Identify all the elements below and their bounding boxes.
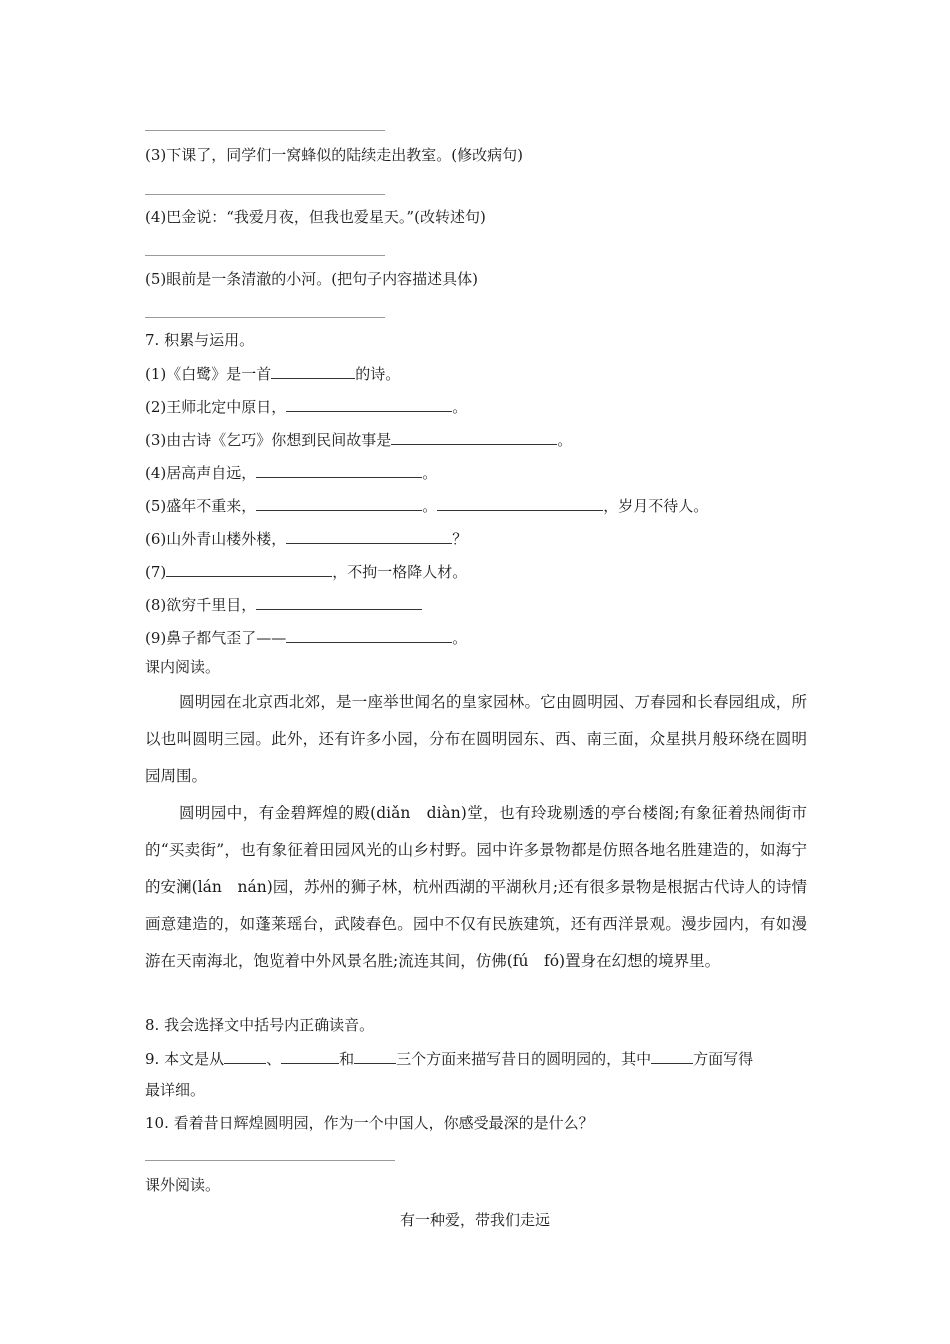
question-7-5 <box>145 495 708 516</box>
question-text: (1)《白鹭》是一首 <box>145 365 272 383</box>
question-text: 。 <box>557 431 573 449</box>
question-7-2 <box>145 396 467 417</box>
fill-blank[interactable] <box>281 1048 339 1064</box>
fill-blank[interactable] <box>224 1048 266 1064</box>
question-7-3 <box>145 429 572 450</box>
question-text: (4)居高声自远， <box>145 464 257 482</box>
question-text: 三个方面来描写昔日的圆明园的，其中 <box>396 1050 652 1068</box>
extra-reading-heading: 课外阅读。 <box>145 1176 221 1194</box>
question-9 <box>145 1048 753 1069</box>
question-text: 。 <box>452 629 468 647</box>
question-text: (3)由古诗《乞巧》你想到民间故事是 <box>145 431 392 449</box>
fill-blank[interactable] <box>271 363 355 379</box>
question-7-4 <box>145 462 437 483</box>
fill-blank[interactable] <box>286 627 452 643</box>
reading-paragraph-1: 圆明园在北京西北郊，是一座举世闻名的皇家园林。它由圆明园、万春园和长春园组成，所以也叫圆明三园。此外，还有许多小园，分布在圆明园东、西、南三面，众星拱月般环绕在圆明园周围。 <box>145 693 807 785</box>
article-title: 有一种爱，带我们走远 <box>399 1211 550 1229</box>
section-7-heading: 7. 积累与运用。 <box>145 331 255 349</box>
fill-blank[interactable] <box>166 561 332 577</box>
answer-line[interactable] <box>145 255 385 256</box>
question-text: 方面写得 <box>693 1050 754 1068</box>
fill-blank[interactable] <box>437 495 603 511</box>
reading-paragraph-2: 圆明园中，有金碧辉煌的殿(diǎn diàn)堂，也有玲珑剔透的亭台楼阁;有象征着热闹街市的“买卖街”，也有象征着田园风光的山乡村野。园中许多景物都是仿照各地名胜建造的，如海宁的安澜(lán nán)园，苏州的狮子林，杭州西湖的平湖秋月;还有很多景物是根据古代诗人的诗情画意建造的，如蓬莱瑶台，武陵春色。园中不仅有民族建筑，还有西洋景观。漫步园内，有如漫游在天南海北，饱览着中外风景名胜;流连其间，仿佛(fú fó)置身在幻想的境界里。 <box>145 804 807 970</box>
question-text: (7) <box>145 563 167 581</box>
fill-blank[interactable] <box>286 396 452 412</box>
question-8: 8. 我会选择文中括号内正确读音。 <box>145 1016 375 1034</box>
fill-blank[interactable] <box>391 429 557 445</box>
reading-heading: 课内阅读。 <box>145 658 221 676</box>
question-text: (2)王师北定中原日， <box>145 398 287 416</box>
answer-line[interactable] <box>145 194 385 195</box>
question-text: ？ <box>452 530 468 548</box>
question-text: (6)山外青山楼外楼， <box>145 530 287 548</box>
question-text: ，岁月不待人。 <box>603 497 709 515</box>
question-7-6 <box>145 528 467 549</box>
question-7-9 <box>145 627 467 648</box>
question-text: 和 <box>339 1050 355 1068</box>
question-9-continued: 最详细。 <box>145 1081 206 1099</box>
question-text: (5)盛年不重来， <box>145 497 257 515</box>
question-text: 、 <box>266 1050 282 1068</box>
question-6-4: (4)巴金说：“我爱月夜，但我也爱星天。”(改转述句) <box>145 208 486 226</box>
question-text: 。 <box>422 497 438 515</box>
fill-blank[interactable] <box>256 495 422 511</box>
question-7-7 <box>145 561 467 582</box>
question-10: 10. 看着昔日辉煌圆明园，作为一个中国人，你感受最深的是什么？ <box>145 1114 594 1132</box>
fill-blank[interactable] <box>651 1048 693 1064</box>
answer-line[interactable] <box>145 1160 395 1161</box>
fill-blank[interactable] <box>256 594 422 610</box>
question-text: 。 <box>452 398 468 416</box>
question-text: (9)鼻子都气歪了—— <box>145 629 287 647</box>
answer-line[interactable] <box>145 317 385 318</box>
question-text: 的诗。 <box>355 365 401 383</box>
question-6-3: (3)下课了，同学们一窝蜂似的陆续走出教室。(修改病句) <box>145 146 523 164</box>
question-text: (8)欲穷千里目， <box>145 596 257 614</box>
answer-line[interactable] <box>145 130 385 131</box>
question-7-1 <box>145 363 400 384</box>
question-text: 9. 本文是从 <box>145 1050 225 1068</box>
question-6-5: (5)眼前是一条清澈的小河。(把句子内容描述具体) <box>145 270 478 288</box>
fill-blank[interactable] <box>354 1048 396 1064</box>
question-text: 。 <box>422 464 438 482</box>
question-text: ，不拘一格降人材。 <box>332 563 468 581</box>
fill-blank[interactable] <box>256 462 422 478</box>
fill-blank[interactable] <box>286 528 452 544</box>
question-7-8 <box>145 594 422 615</box>
